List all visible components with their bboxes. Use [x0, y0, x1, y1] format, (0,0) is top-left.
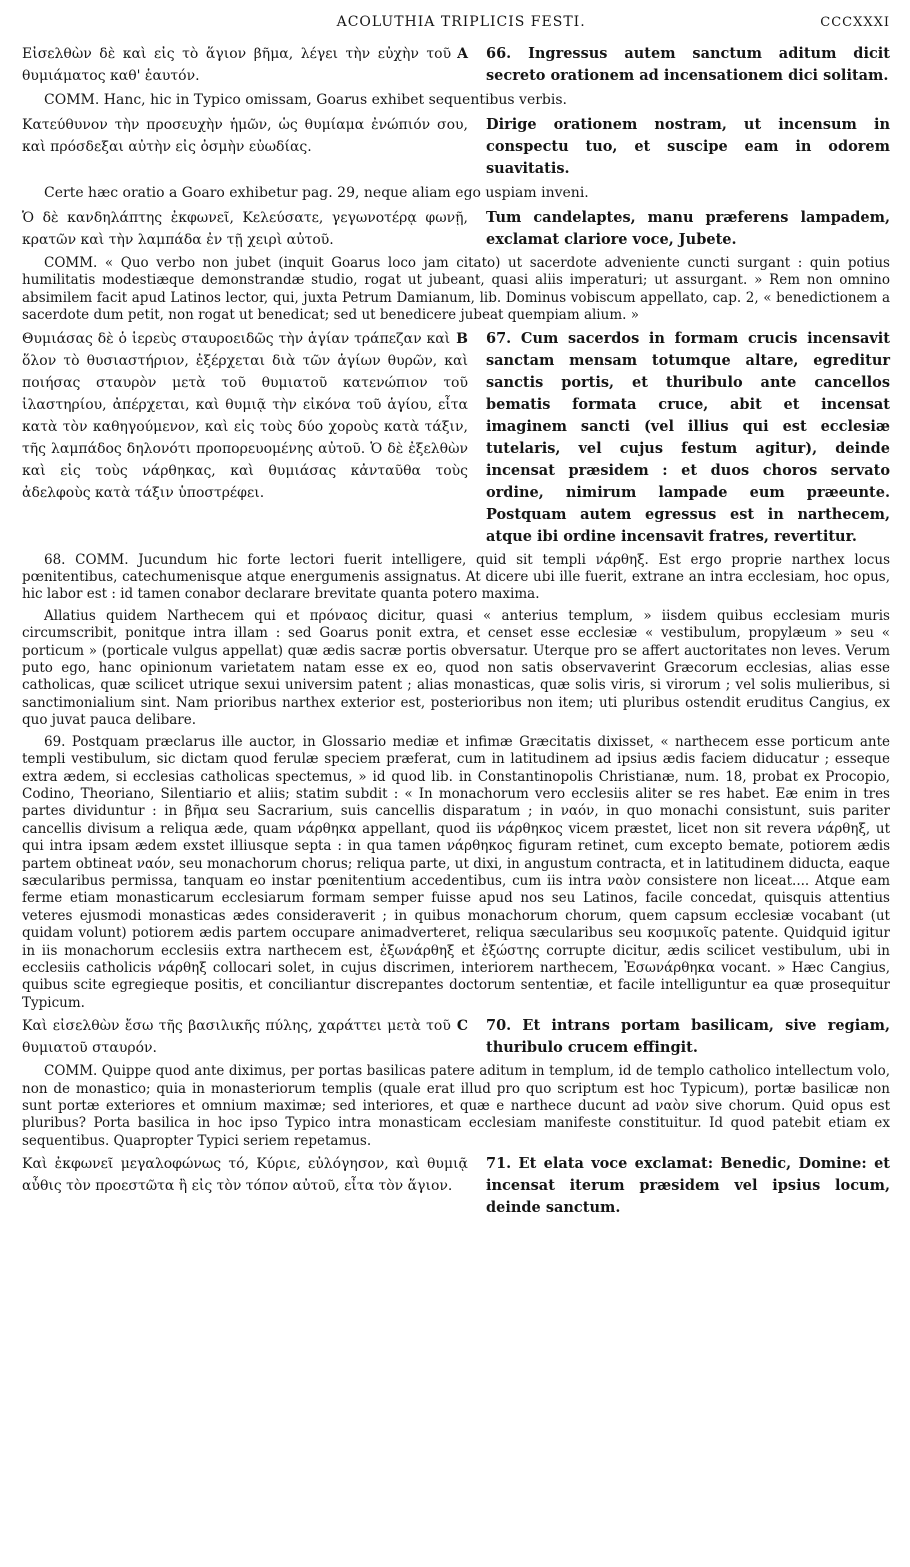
latin-text: 66. Ingressus autem sanctum aditum dicit secreto orationem ad incensationem dici solitam. [486, 45, 890, 84]
parallel-block-67 [22, 328, 890, 548]
commentary: COMM. « Quo verbo non jubet (inquit Goarus loco jam citato) ut sacerdote adveniente cuncti surgant : quin potius humilitatis modestiæque demonstrandæ studio, rogat ut jubeant, quasi aliis imperaturi; ut assurgant. » Rem non omnino absimilem facit apud Latinos lector, qui, juxta Petrum Damianum, lib. Dominus vobiscum appellato, cap. 2, « benedictionem a sacerdote dum petit, non rogat ut benedicat; sed ut benedicere jubeat quempiam alium. » [22, 255, 890, 324]
commentary-68: 68. COMM. Jucundum hic forte lectori fuerit intelligere, quid sit templi νάρθηξ. Est ergo proprie narthex locus pœnitentibus, catechumenisque atque energumenis assignatus. At dicere ubi ille fuerit, extrane an intra ecclesiam, hoc opus, hic labor est : id tamen conabor declarare brevitate quanta potero maxima. [22, 551, 890, 603]
section-marker: C [456, 1018, 468, 1035]
page [22, 14, 890, 1219]
parallel-block-71 [22, 1153, 890, 1219]
latin-text: 71. Et elata voce exclamat: Benedic, Domine: et incensat iterum præsidem vel ipsius locum, deinde sanctum. [486, 1155, 890, 1217]
greek-text: C Καὶ εἰσελθὼν ἔσω τῆς βασιλικῆς πύλης, χαράττει μετὰ τοῦ θυμιατοῦ σταυρόν. [22, 1015, 468, 1059]
commentary-allatius: Allatius quidem Narthecem qui et πρόναος dicitur, quasi « anterius templum, » iisdem quibus ecclesiam muris circumscribit, ponitque intra illam : sed Goarus ponit extra, et censet esse ecclesiæ « vestibulum, propylæum » seu « porticum » (porticale vulgus appellat) quæ ædis sacræ portis obversatur. Uterque pro se affert auctoritates non leves. Verum puto ego, hanc opinionum varietatem natam esse ex eo, quod non satis observaverint Græcorum ecclesias, alias esse catholicas, quæ scilicet utrique sexui universim patent ; alias monasticas, quæ solis viris, si virorum ; vel solis mulieribus, si sanctimonialium sint. Nam prioribus narthex exterior est, posterioribus non item; uti pluribus ostendit eruditus Cangius, ex quo juvat pauca delibare. [22, 607, 890, 729]
latin-text: Tum candelaptes, manu præferens lampadem, exclamat clariore voce, Jubete. [486, 209, 890, 248]
latin-text: Dirige orationem nostram, ut incensum in conspectu tuo, et suscipe eam in odorem suavitatis. [486, 116, 890, 177]
greek-text: Κατεύθυνον τὴν προσευχὴν ἡμῶν, ὡς θυμίαμα ἐνώπιόν σου, καὶ πρόσδεξαι αὐτὴν εἰς ὀσμὴν εὐωδίας. [22, 117, 468, 155]
parallel-block-66 [22, 43, 890, 87]
section-marker: A [457, 46, 468, 62]
parallel-block-70 [22, 1015, 890, 1059]
greek-text: A Εἰσελθὼν δὲ καὶ εἰς τὸ ἅγιον βῆμα, λέγει τὴν εὐχὴν τοῦ θυμιάματος καθ' ἑαυτόν. [22, 43, 468, 87]
parallel-block-candelaptes [22, 207, 890, 251]
commentary: Certe hæc oratio a Goaro exhibetur pag. 29, neque aliam ego uspiam inveni. [44, 185, 589, 201]
commentary-basilica: COMM. Quippe quod ante diximus, per portas basilicas patere aditum in templum, id de templo catholico intellectum volo, non de monastico; quia in monasteriorum templis (quale erat illud pro quo scriptum est hoc Typicum), portæ basilicæ non sunt portæ exteriores et omnium maximæ; sed interiores, et quæ e narthece ducunt ad ναὸν sive chorum. Quid opus est pluribus? Porta basilica in hoc ipso Typico intra monasticam ecclesiam manifeste constituitur. Id quod patebit etiam ex sequentibus. Quapropter Typici seriem repetamus. [22, 1063, 890, 1149]
parallel-block-prayer [22, 114, 890, 180]
page-number: CCCXXXI [820, 15, 890, 30]
section-marker: B [456, 330, 468, 347]
greek-text: Καὶ ἐκφωνεῖ μεγαλοφώνως τό, Κύριε, εὐλόγησον, καὶ θυμιᾷ αὖθις τὸν προεστῶτα ἢ εἰς τὸν τόπον αὐτοῦ, εἶτα τὸν ἅγιον. [22, 1156, 468, 1195]
commentary: COMM. Hanc, hic in Typico omissam, Goarus exhibet sequentibus verbis. [44, 92, 568, 108]
greek-text: B Θυμιάσας δὲ ὁ ἱερεὺς σταυροειδῶς τὴν ἁγίαν τράπεζαν καὶ ὅλον τὸ θυσιαστήριον, ἐξέρχεται διὰ τῶν ἁγίων θυρῶν, καὶ ποιήσας σταυρὸν μετὰ τοῦ θυμιατοῦ κατενώπιον τοῦ ἱλαστηρίου, ἀπέρχεται, καὶ θυμιᾷ τὴν εἰκόνα τοῦ ἁγίου, εἶτα κατὰ τὸν καθηγούμενον, καὶ εἰς τοὺς δύο χοροὺς κατὰ τάξιν, τῆς λαμπάδος δηλονότι προπορευομένης αὐτοῦ. Ὁ δὲ ἐξελθὼν καὶ εἰς τοὺς νάρθηκας, καὶ θυμιάσας κἀνταῦθα τοὺς ἀδελφοὺς κατὰ τάξιν ὑποστρέφει. [22, 328, 468, 548]
latin-text: 70. Et intrans portam basilicam, sive regiam, thuribulo crucem effingit. [486, 1017, 890, 1057]
commentary-69: 69. Postquam præclarus ille auctor, in Glossario mediæ et infimæ Græcitatis dixisset, « narthecem esse porticum ante templi vestibulum, sic dictam quod ferulæ speciem præferat, cum in latitudinem ad ipsius ædis faciem diducatur ; esseque extra ædem, si ecclesias catholicas spectemus, » id quod lib. in Constantinopolis Christianæ, num. 18, probat ex Procopio, Codino, Theoriano, Silentiario et aliis; statim subdit : « In monachorum vero ecclesiis aliter se res habet. Eæ enim in tres partes dividuntur : in βῆμα seu Sacrarium, suis cancellis disparatum ; in ναόν, in quo monachi consistunt, suis pariter cancellis divisum a reliqua æde, quam νάρθηκα appellant, quod iis νάρθηκος vicem præstet, licet non sit revera νάρθηξ, ut qui intra ipsam ædem exstet illiusque septa : in qua tamen νάρθηκος figuram retinet, cum excepto bemate, potiorem ædis partem obtineat ναόν, seu monachorum chorus; reliqua parte, ut dixi, in angustum contracta, et in latitudinem diducta, eaque sæcularibus permissa, tanquam eo instar pœnitentium accedentibus, cum iis intra ναὸν consistere non liceat.... Atque eam ferme etiam monasticarum ecclesiarum formam semper fuisse apud nos seu Latinos, facile concedat, quisquis attentius veteres ejusmodi monasticas ædes consideraverit ; in quibus monachorum chorum, quem capsum ecclesiæ vocabant (ut quidam volunt) potiorem ædis partem occupare animadverteret, reliqua sæcularibus seu κοσμικοῖς patente. Quidquid igitur in iis monachorum ecclesiis extra narthecem est, ἐξωνάρθηξ et ἐξώστης corrupte dicitur, ædis scilicet vestibulum, ubi in ecclesiis catholicis νάρθηξ collocari solet, in cujus discrimen, interiorem narthecem, Ἐσωνάρθηκα vocant. » Hæc Cangius, quibus scite egregieque positis, et conciliantur discrepantes doctorum sententiæ, et facile intelliguntur ea quæ prosequitur Typicum. [22, 733, 890, 1011]
latin-text: 67. Cum sacerdos in formam crucis incensavit sanctam mensam totumque altare, egreditur sanctis portis, et thuribulo ante cancellos bematis formata cruce, abit et incensat imaginem sancti (vel illius qui est ecclesiæ tutelaris, vel cujus festum agitur), deinde incensat præsidem : et duos choros servato ordine, nimirum lampade eum præeunte. Postquam autem egressus est in narthecem, atque ibi ordine incensavit fratres, revertitur. [486, 329, 890, 545]
running-title: ACOLUTHIA TRIPLICIS FESTI. [336, 14, 586, 30]
greek-text: Ὁ δὲ κανδηλάπτης ἐκφωνεῖ, Κελεύσατε, γεγωνοτέρᾳ φωνῇ, κρατῶν καὶ τὴν λαμπάδα ἐν τῇ χειρὶ αὐτοῦ. [22, 210, 468, 248]
running-header [22, 14, 890, 40]
